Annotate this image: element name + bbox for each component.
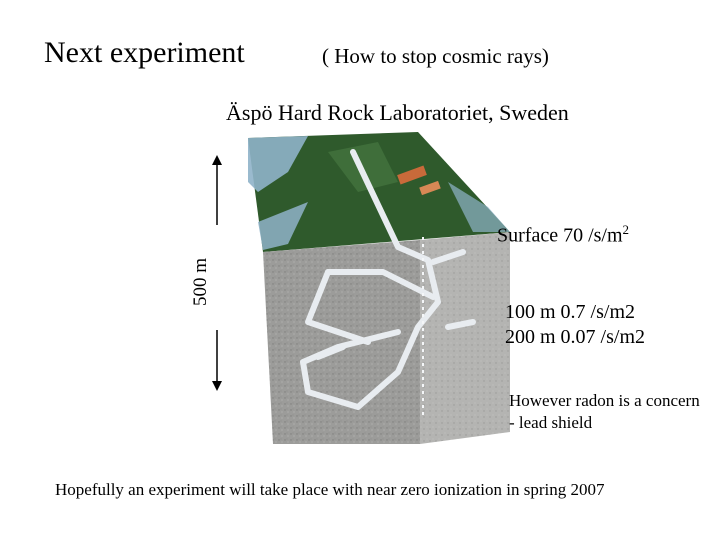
footer-note: Hopefully an experiment will take place with near zero ionization in spring 2007 xyxy=(55,480,605,499)
surface-rate: Surface 70 $/s/m^2$ xyxy=(497,222,630,247)
depth-arrowhead-down xyxy=(212,381,222,391)
radon-note: However radon is a concern - lead shield xyxy=(509,391,700,432)
rate-100m: 100 m 0.7 /s/m2 xyxy=(505,301,636,323)
depth-arrows xyxy=(205,155,229,395)
depth-rates-list xyxy=(505,300,645,350)
rate-200m: 200 m 0.07 /s/m2 xyxy=(505,326,646,348)
location-caption: Äspö Hard Rock Laboratoriet, Sweden xyxy=(226,100,569,125)
rock-block-illustration xyxy=(248,132,518,444)
slide-title: Next experiment xyxy=(44,36,245,69)
depth-label: 500 m xyxy=(190,257,211,306)
slide-subtitle: ( How to stop cosmic rays) xyxy=(322,44,549,68)
depth-arrowhead-up xyxy=(212,155,222,165)
